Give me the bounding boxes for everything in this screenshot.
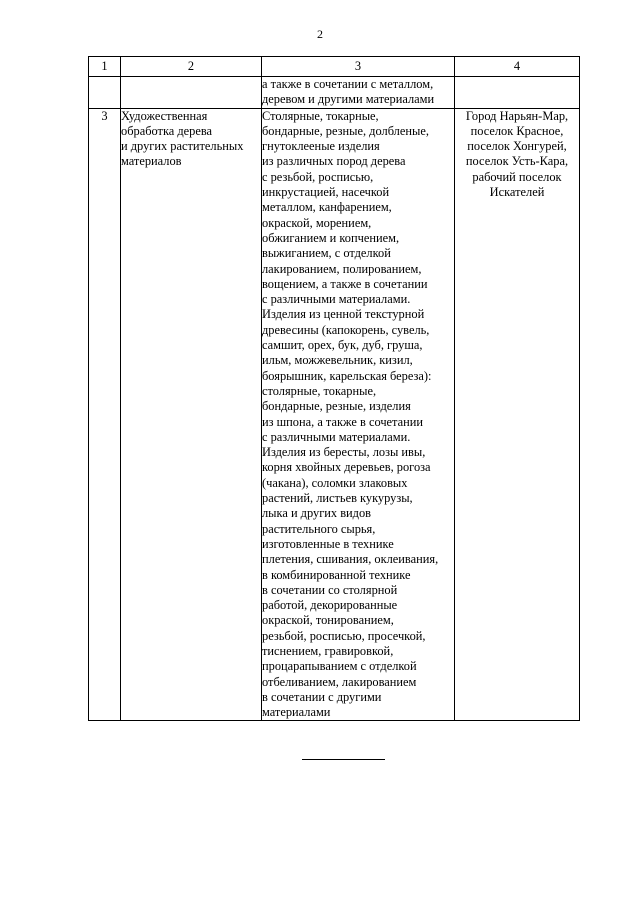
product-line: в сочетании с другими	[262, 689, 382, 704]
product-line: вощением, а также в сочетании	[262, 276, 428, 291]
place-line: Город Нарьян-Мар,	[465, 108, 569, 123]
product-line: изготовленные в технике	[262, 536, 394, 551]
row-number: 3	[89, 108, 121, 721]
product-line: лакированием, полированием,	[262, 261, 422, 276]
product-line: в комбинированной технике	[262, 567, 411, 582]
product-line: металлом, канфарением,	[262, 200, 392, 215]
product-line: древесины (капокорень, сувель,	[262, 322, 430, 337]
header-col-1: 1	[89, 57, 121, 77]
page-number: 2	[317, 27, 323, 41]
product-line: бондарные, резные, долбленые,	[262, 123, 429, 138]
product-line: бондарные, резные, изделия	[262, 399, 411, 414]
product-line: растительного сырья,	[262, 521, 376, 536]
continuation-num-cell	[89, 77, 121, 109]
header-col-2: 2	[121, 57, 262, 77]
crafts-table	[88, 56, 580, 721]
craft-name-cell	[121, 108, 262, 721]
craft-name-line: Художественная	[121, 108, 208, 123]
product-line: Столярные, токарные,	[262, 108, 379, 123]
table-header-row	[89, 57, 580, 77]
product-line: обжиганием и копчением,	[262, 230, 400, 245]
product-line: окраской, морением,	[262, 215, 372, 230]
place-line: поселок Красное,	[470, 123, 564, 138]
product-line: самшит, орех, бук, дуб, груша,	[262, 338, 423, 353]
product-line: растений, листьев кукурузы,	[262, 491, 413, 506]
product-line: лыка и других видов	[262, 506, 372, 521]
product-line: с различными материалами.	[262, 429, 411, 444]
craft-name-line: и других растительных	[121, 139, 244, 154]
product-line: столярные, токарные,	[262, 383, 377, 398]
product-line: с резьбой, росписью,	[262, 169, 374, 184]
product-line: резьбой, росписью, просечкой,	[262, 628, 426, 643]
product-line: плетения, сшивания, оклеивания,	[262, 552, 439, 567]
footer-rule	[302, 759, 385, 760]
product-line: процарапыванием с отделкой	[262, 659, 417, 674]
craft-name-lines	[121, 109, 261, 170]
product-line: Изделия из бересты, лозы ивы,	[262, 445, 426, 460]
place-line: поселок Усть-Кара,	[465, 154, 569, 169]
craft-name-line: материалов	[121, 154, 182, 169]
header-col-3: 3	[262, 57, 455, 77]
places-cell	[455, 108, 580, 721]
products-cell	[262, 108, 455, 721]
product-line: работой, декорированные	[262, 598, 398, 613]
places-lines	[455, 109, 579, 201]
product-line: с различными материалами.	[262, 292, 411, 307]
product-line: ильм, можжевельник, кизил,	[262, 353, 413, 368]
product-line: боярышник, карельская береза):	[262, 368, 432, 383]
product-line: из шпона, а также в сочетании	[262, 414, 424, 429]
continuation-line: деревом и другими материалами	[262, 92, 435, 107]
continuation-line: а также в сочетании с металлом,	[262, 77, 434, 91]
product-line: Изделия из ценной текстурной	[262, 307, 425, 322]
place-line: Искателей	[489, 185, 545, 200]
header-col-4: 4	[455, 57, 580, 77]
craft-name-line: обработка дерева	[121, 123, 213, 138]
continuation-row	[89, 77, 580, 109]
place-line: поселок Хонгурей,	[467, 139, 567, 154]
product-line: тиснением, гравировкой,	[262, 643, 394, 658]
continuation-places-cell	[455, 77, 580, 109]
continuation-name-cell	[121, 77, 262, 109]
product-line: инкрустацией, насечкой	[262, 185, 390, 200]
product-line: из различных пород дерева	[262, 154, 406, 169]
products-lines	[262, 109, 454, 721]
product-line: отбеливанием, лакированием	[262, 674, 417, 689]
product-line: (чакана), соломки злаковых	[262, 475, 408, 490]
product-line: корня хвойных деревьев, рогоза	[262, 460, 431, 475]
place-line: рабочий поселок	[472, 169, 562, 184]
product-line: окраской, тонированием,	[262, 613, 394, 628]
product-line: выжиганием, с отделкой	[262, 246, 391, 261]
product-line: гнутоклееные изделия	[262, 139, 380, 154]
continuation-products-cell	[262, 77, 455, 109]
table-row-3	[89, 108, 580, 721]
product-line: в сочетании со столярной	[262, 582, 398, 597]
product-line: материалами	[262, 705, 331, 720]
